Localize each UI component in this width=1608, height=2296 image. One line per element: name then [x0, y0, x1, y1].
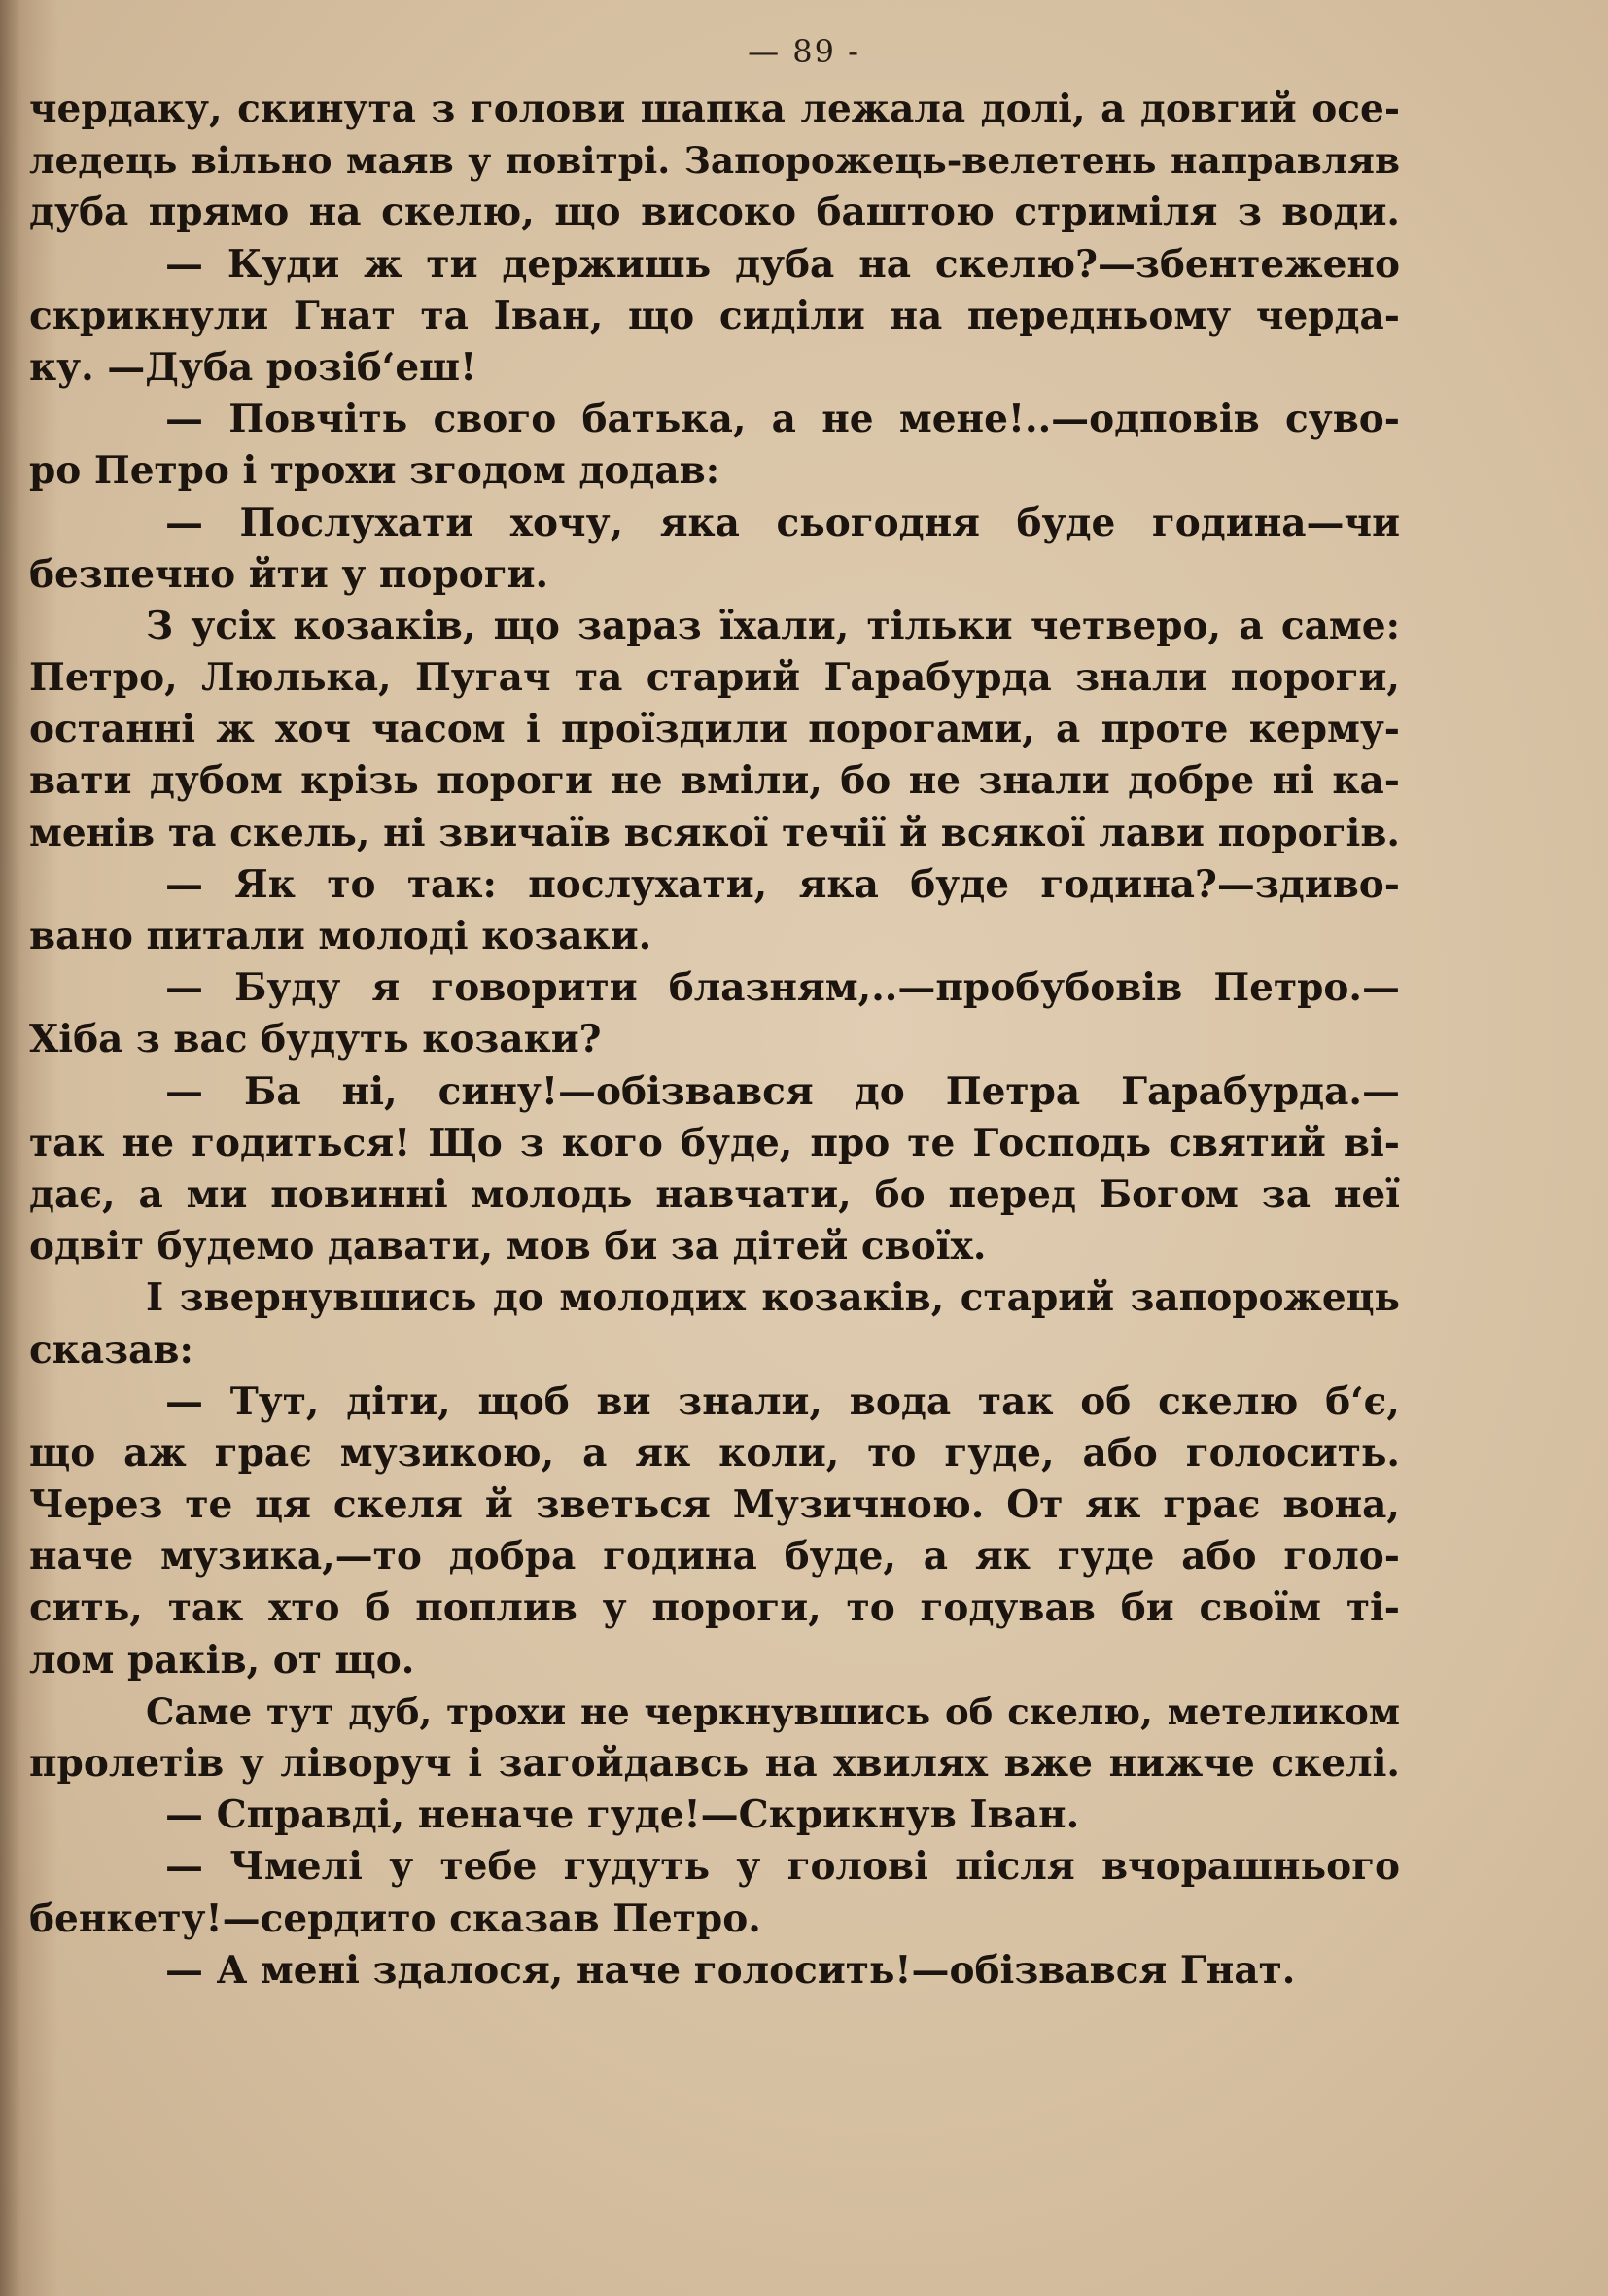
text-line: — Як то так: послухати, яка буде година?—здиво-	[165, 861, 1400, 907]
text-line: З усіх козаків, що зараз їхали, тільки четверо, а саме:	[146, 603, 1400, 648]
text-line: сказав:	[29, 1327, 193, 1373]
text-line: вано питали молоді козаки.	[29, 914, 652, 958]
text-line: дуба прямо на скелю, що високо баштою стриміля з води.	[29, 190, 1400, 235]
text-line: одвіт будемо давати, мов би за дітей своїх.	[29, 1224, 987, 1270]
text-line: Саме тут дуб, трохи не черкнувшись об скелю, метеликом	[146, 1689, 1400, 1733]
text-line: Через те ця скеля й зветься Музичною. От як грає вона,	[29, 1482, 1400, 1528]
text-line: наче музика,—то добра година буде, а як гуде або голо-	[29, 1534, 1400, 1580]
text-line: ку. —Дуба розіб‘еш!	[29, 344, 477, 390]
text-line: чердаку, скинута з голови шапка лежала долі, а довгий осе-	[29, 87, 1400, 131]
text-line: Петро, Люлька, Пугач та старий Гарабурда знали пороги,	[29, 655, 1400, 701]
text-line: бенкету!—сердито сказав Петро.	[29, 1896, 761, 1941]
text-line: — Буду я говорити блазням,..—пробубовів Петро.—	[165, 965, 1400, 1011]
text-line: ро Петро і трохи згодом додав:	[29, 448, 720, 494]
text-line: — Чмелі у тебе гудуть у голові після вчорашнього	[165, 1844, 1400, 1890]
text-line: — А мені здалося, наче голосить!—обізвався Гнат.	[165, 1947, 1296, 1993]
text-line: сить, так хто б поплив у пороги, то годував би своїм ті-	[29, 1585, 1400, 1631]
text-line: — Ба ні, сину!—обізвався до Петра Гарабурда.—	[165, 1068, 1400, 1114]
text-line: скрикнули Гнат та Іван, що сиділи на передньому черда-	[29, 293, 1400, 338]
text-line: так не годиться! Що з кого буде, про те Господь святий ві-	[29, 1120, 1400, 1165]
text-line: дає, а ми повинні молодь навчати, бо перед Богом за неї	[29, 1171, 1400, 1217]
text-line: — Куди ж ти держишь дуба на скелю?—збентежено	[165, 241, 1400, 287]
text-line: вати дубом крізь пороги не вміли, бо не знали добре ні ка-	[29, 758, 1400, 804]
text-line: — Тут, діти, щоб ви знали, вода так об скелю б‘є,	[165, 1378, 1400, 1424]
text-line: останні ж хоч часом і проїздили порогами, а проте керму-	[29, 707, 1400, 752]
text-line: що аж грає музикою, а як коли, то гуде, або голосить.	[29, 1430, 1400, 1476]
text-line: — Справді, неначе гуде!—Скрикнув Іван.	[165, 1792, 1080, 1838]
text-line: лом раків, от що.	[29, 1637, 415, 1683]
text-line: безпечно йти у пороги.	[29, 551, 549, 597]
text-line: — Повчіть свого батька, а не мене!..—одповів суво-	[165, 397, 1400, 442]
text-line: І звернувшись до молодих козаків, старий запорожець	[146, 1275, 1400, 1321]
text-line: ледець вільно маяв у повітрі. Запорожець-велетень направляв	[29, 139, 1400, 183]
text-line: менів та скель, ні звичаїв всякої течії й всякої лави порогів.	[29, 810, 1400, 855]
text-line: Хіба з вас будуть козаки?	[29, 1017, 602, 1062]
body-text	[29, 84, 1400, 1997]
text-line: пролетів у ліворуч і загойдавсь на хвилях вже нижче скелі.	[29, 1741, 1400, 1786]
text-line: — Послухати хочу, яка сьогодня буде година—чи	[165, 500, 1400, 545]
page-number: — 89 -	[748, 33, 860, 70]
